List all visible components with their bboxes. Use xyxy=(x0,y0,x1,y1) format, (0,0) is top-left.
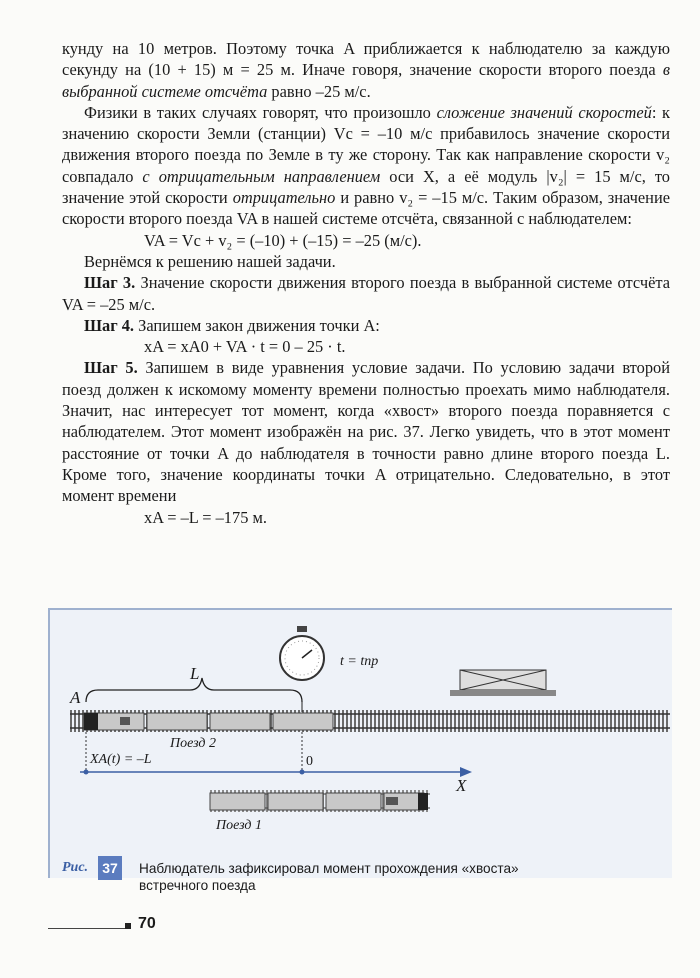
p2-b: : к значению скорости Земли (станции) Vс = –10 м/с прибавилось значение скорости движения второго поезда по Земле в ту же сторону. Так как направление скорости v₂ совпадало xyxy=(62,102,671,186)
p1-italic: в выбранной системе отсчёта xyxy=(62,60,670,101)
step-5 xyxy=(62,357,670,506)
p2-c: оси X, а её модуль |v₂| = 15 м/с, то значение этой скорости xyxy=(62,166,670,208)
label-time: t = tпр xyxy=(340,654,379,669)
step-5-label: Шаг 5. xyxy=(84,358,138,378)
step-4-text: Запишем закон движения точки A: xyxy=(134,315,380,335)
step-4-label: Шаг 4. xyxy=(84,315,135,335)
figure-number: 37 xyxy=(98,856,122,880)
p2-italic-3: отрицательно xyxy=(232,188,336,208)
stopwatch-icon xyxy=(280,626,324,680)
p2-italic-2: с отрицательным направлением xyxy=(142,166,381,186)
equation-coordinate: xA = –L = –175 м. xyxy=(144,507,267,527)
train-1 xyxy=(210,793,428,810)
body-text xyxy=(62,38,670,528)
p1-end: равно –25 м/с. xyxy=(267,81,371,101)
page-rule xyxy=(48,928,128,929)
label-train-1: Поезд 1 xyxy=(216,818,262,833)
equation-motion: xA = xA0 + VA · t = 0 – 25 · t. xyxy=(144,337,346,357)
label-train-2: Поезд 2 xyxy=(170,736,216,751)
paragraph-2 xyxy=(62,102,670,230)
label-zero: 0 xyxy=(306,754,313,769)
station-building xyxy=(450,670,556,696)
step-3-label: Шаг 3. xyxy=(84,273,136,293)
page-marker xyxy=(125,923,131,929)
figure-caption: Наблюдатель зафиксировал момент прохождения «хвоста» встречного поезда xyxy=(139,861,519,893)
page-number: 70 xyxy=(138,915,156,932)
label-xa: XA(t) = –L xyxy=(90,752,152,767)
figure-illustration xyxy=(50,610,672,878)
paragraph-3: Вернёмся к решению нашей задачи. xyxy=(84,251,336,271)
figure-37 xyxy=(48,608,672,878)
step-5-text: Запишем в виде уравнения условие задачи. По условию задачи второй поезд должен к искомому моменту времени полностью проехать мимо наблюдателя. Значит, нас интересует тот момент, когда «хвост» второго поезда поравняется с наблюдателем. Этот момент изображён на рис. 37. Легко увидеть, что в этот момент расстояние от точки A до наблюдателя в точности равно длине второго поезда L. Кроме того, значение координаты точки A отрицательно. Следовательно, в этот момент времени xyxy=(62,358,670,506)
p2-a: Физики в таких случаях говорят, что произошло xyxy=(84,102,437,122)
step-4 xyxy=(62,315,670,336)
p2-d: и равно v₂ = –15 м/с. Таким образом, значение скорости второго поезда VA в нашей системе отсчёта, связанной с наблюдателем: xyxy=(62,188,670,229)
step-3-text: Значение скорости движения второго поезда в выбранной системе отсчёта VA = –25 м/с. xyxy=(62,273,671,314)
p1-text: кунду на 10 метров. Поэтому точка A приближается к наблюдателю за каждую секунду на (10 + 15) м = 25 м. Иначе говоря, значение скорости второго поезда xyxy=(62,39,670,80)
label-X: X xyxy=(456,776,467,795)
step-3 xyxy=(62,272,670,315)
label-A: A xyxy=(70,688,81,707)
figure-label: Рис. xyxy=(62,860,89,875)
p2-italic-1: сложение значений скоростей xyxy=(436,102,652,122)
label-L: L xyxy=(190,664,200,683)
equation-velocity: VA = Vс + v₂ = (–10) + (–15) = –25 (м/с). xyxy=(144,230,422,250)
paragraph-1 xyxy=(62,38,670,102)
x-axis xyxy=(80,767,472,777)
